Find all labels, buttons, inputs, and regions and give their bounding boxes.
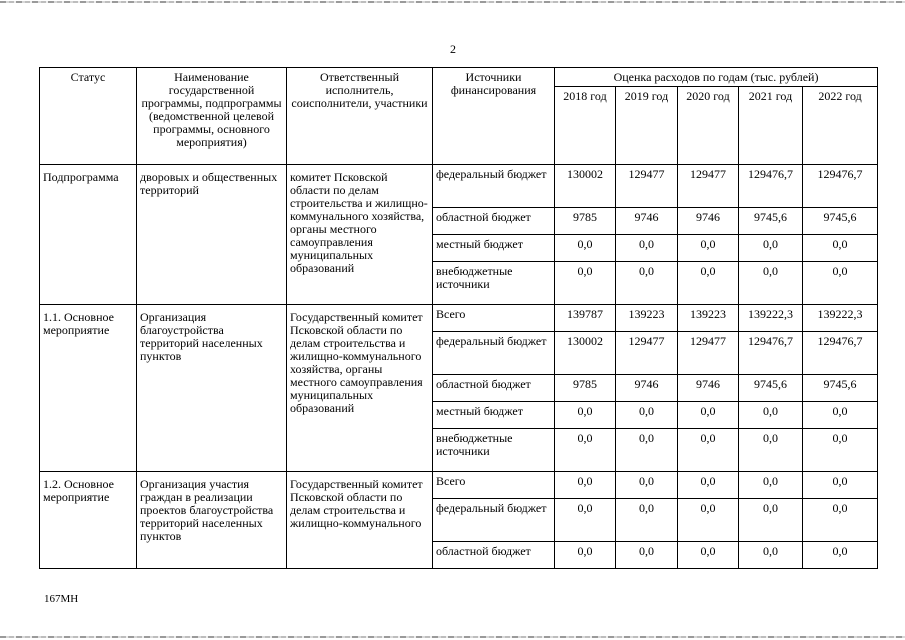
row-value: 0,0 bbox=[555, 542, 616, 569]
header-estimate: Оценка расходов по годам (тыс. рублей) bbox=[555, 68, 878, 87]
scan-edge-bottom bbox=[0, 636, 905, 638]
row-value: 139787 bbox=[555, 305, 616, 332]
header-responsible: Ответственный исполнитель, соисполнители, участники bbox=[287, 68, 433, 165]
row-name: дворовых и общественных территорий bbox=[137, 165, 287, 305]
row-source: федеральный бюджет bbox=[433, 332, 555, 375]
row-value: 0,0 bbox=[555, 499, 616, 542]
table-row bbox=[40, 305, 878, 332]
row-value: 0,0 bbox=[616, 542, 678, 569]
row-responsible: Государственный комитет Псковской области по делам строительства и жилищно-коммунального bbox=[287, 472, 433, 569]
row-value: 0,0 bbox=[803, 235, 878, 262]
row-value: 139223 bbox=[616, 305, 678, 332]
row-value: 129476,7 bbox=[803, 332, 878, 375]
row-value: 0,0 bbox=[616, 429, 678, 472]
row-value: 9785 bbox=[555, 208, 616, 235]
scan-edge-top bbox=[0, 1, 905, 3]
row-value: 9746 bbox=[616, 208, 678, 235]
row-value: 129477 bbox=[616, 165, 678, 208]
page-number: 2 bbox=[450, 42, 456, 56]
row-status: Подпрограмма bbox=[40, 165, 137, 305]
row-value: 0,0 bbox=[616, 235, 678, 262]
row-source: областной бюджет bbox=[433, 542, 555, 569]
row-status: 1.1. Основное мероприятие bbox=[40, 305, 137, 472]
row-value: 139223 bbox=[678, 305, 739, 332]
row-value: 9746 bbox=[678, 208, 739, 235]
row-source: Всего bbox=[433, 305, 555, 332]
row-value: 9785 bbox=[555, 375, 616, 402]
row-source: областной бюджет bbox=[433, 375, 555, 402]
budget-table bbox=[39, 67, 878, 569]
row-value: 0,0 bbox=[678, 262, 739, 305]
row-value: 0,0 bbox=[678, 402, 739, 429]
header-status: Статус bbox=[40, 68, 137, 165]
row-value: 9745,6 bbox=[803, 208, 878, 235]
row-source: федеральный бюджет bbox=[433, 499, 555, 542]
row-value: 9745,6 bbox=[739, 375, 803, 402]
row-source: местный бюджет bbox=[433, 402, 555, 429]
row-value: 9745,6 bbox=[739, 208, 803, 235]
row-value: 0,0 bbox=[739, 499, 803, 542]
table-body bbox=[40, 165, 878, 569]
row-responsible: комитет Псковской области по делам строительства и жилищно-коммунального хозяйства, органы местного самоуправления муниципальных образований bbox=[287, 165, 433, 305]
row-value: 0,0 bbox=[616, 472, 678, 499]
row-value: 0,0 bbox=[616, 262, 678, 305]
row-value: 130002 bbox=[555, 332, 616, 375]
row-value: 0,0 bbox=[803, 402, 878, 429]
row-name: Организация благоустройства территорий населенных пунктов bbox=[137, 305, 287, 472]
row-value: 0,0 bbox=[803, 542, 878, 569]
row-value: 0,0 bbox=[678, 429, 739, 472]
row-value: 0,0 bbox=[739, 262, 803, 305]
row-value: 9745,6 bbox=[803, 375, 878, 402]
row-value: 0,0 bbox=[678, 542, 739, 569]
row-value: 0,0 bbox=[803, 499, 878, 542]
row-value: 129476,7 bbox=[739, 165, 803, 208]
row-value: 0,0 bbox=[803, 472, 878, 499]
row-value: 9746 bbox=[616, 375, 678, 402]
row-value: 0,0 bbox=[678, 472, 739, 499]
row-value: 0,0 bbox=[739, 542, 803, 569]
row-source: внебюджетные источники bbox=[433, 262, 555, 305]
row-source: областной бюджет bbox=[433, 208, 555, 235]
header-year: 2019 год bbox=[616, 87, 678, 165]
row-value: 129477 bbox=[678, 332, 739, 375]
row-value: 0,0 bbox=[678, 499, 739, 542]
footer-code: 167МН bbox=[44, 593, 79, 605]
table-row bbox=[40, 165, 878, 208]
row-value: 0,0 bbox=[555, 262, 616, 305]
row-value: 129477 bbox=[616, 332, 678, 375]
row-value: 0,0 bbox=[678, 235, 739, 262]
row-value: 0,0 bbox=[803, 429, 878, 472]
table-header bbox=[40, 68, 878, 165]
row-status: 1.2. Основное мероприятие bbox=[40, 472, 137, 569]
row-value: 139222,3 bbox=[739, 305, 803, 332]
row-value: 0,0 bbox=[555, 402, 616, 429]
row-value: 0,0 bbox=[555, 429, 616, 472]
row-name: Организация участия граждан в реализации проектов благоустройства территорий населенных пунктов bbox=[137, 472, 287, 569]
row-value: 0,0 bbox=[739, 429, 803, 472]
row-source: федеральный бюджет bbox=[433, 165, 555, 208]
row-value: 9746 bbox=[678, 375, 739, 402]
row-value: 0,0 bbox=[555, 235, 616, 262]
table-row bbox=[40, 472, 878, 499]
row-value: 0,0 bbox=[739, 235, 803, 262]
row-value: 129477 bbox=[678, 165, 739, 208]
row-value: 130002 bbox=[555, 165, 616, 208]
header-sources: Источники финансирования bbox=[433, 68, 555, 165]
row-value: 139222,3 bbox=[803, 305, 878, 332]
row-source: Всего bbox=[433, 472, 555, 499]
header-name: Наименование государственной программы, подпрограммы (ведомственной целевой программы, основного мероприятия) bbox=[137, 68, 287, 165]
header-year: 2021 год bbox=[739, 87, 803, 165]
row-value: 0,0 bbox=[739, 472, 803, 499]
header-year: 2018 год bbox=[555, 87, 616, 165]
row-value: 129476,7 bbox=[739, 332, 803, 375]
row-value: 0,0 bbox=[616, 499, 678, 542]
header-year: 2022 год bbox=[803, 87, 878, 165]
row-value: 0,0 bbox=[555, 472, 616, 499]
row-source: местный бюджет bbox=[433, 235, 555, 262]
row-value: 0,0 bbox=[616, 402, 678, 429]
row-value: 0,0 bbox=[803, 262, 878, 305]
row-responsible: Государственный комитет Псковской области по делам строительства и жилищно-коммунального хозяйства, органы местного самоуправления муниципальных образований bbox=[287, 305, 433, 472]
header-year: 2020 год bbox=[678, 87, 739, 165]
row-value: 129476,7 bbox=[803, 165, 878, 208]
row-value: 0,0 bbox=[739, 402, 803, 429]
row-source: внебюджетные источники bbox=[433, 429, 555, 472]
